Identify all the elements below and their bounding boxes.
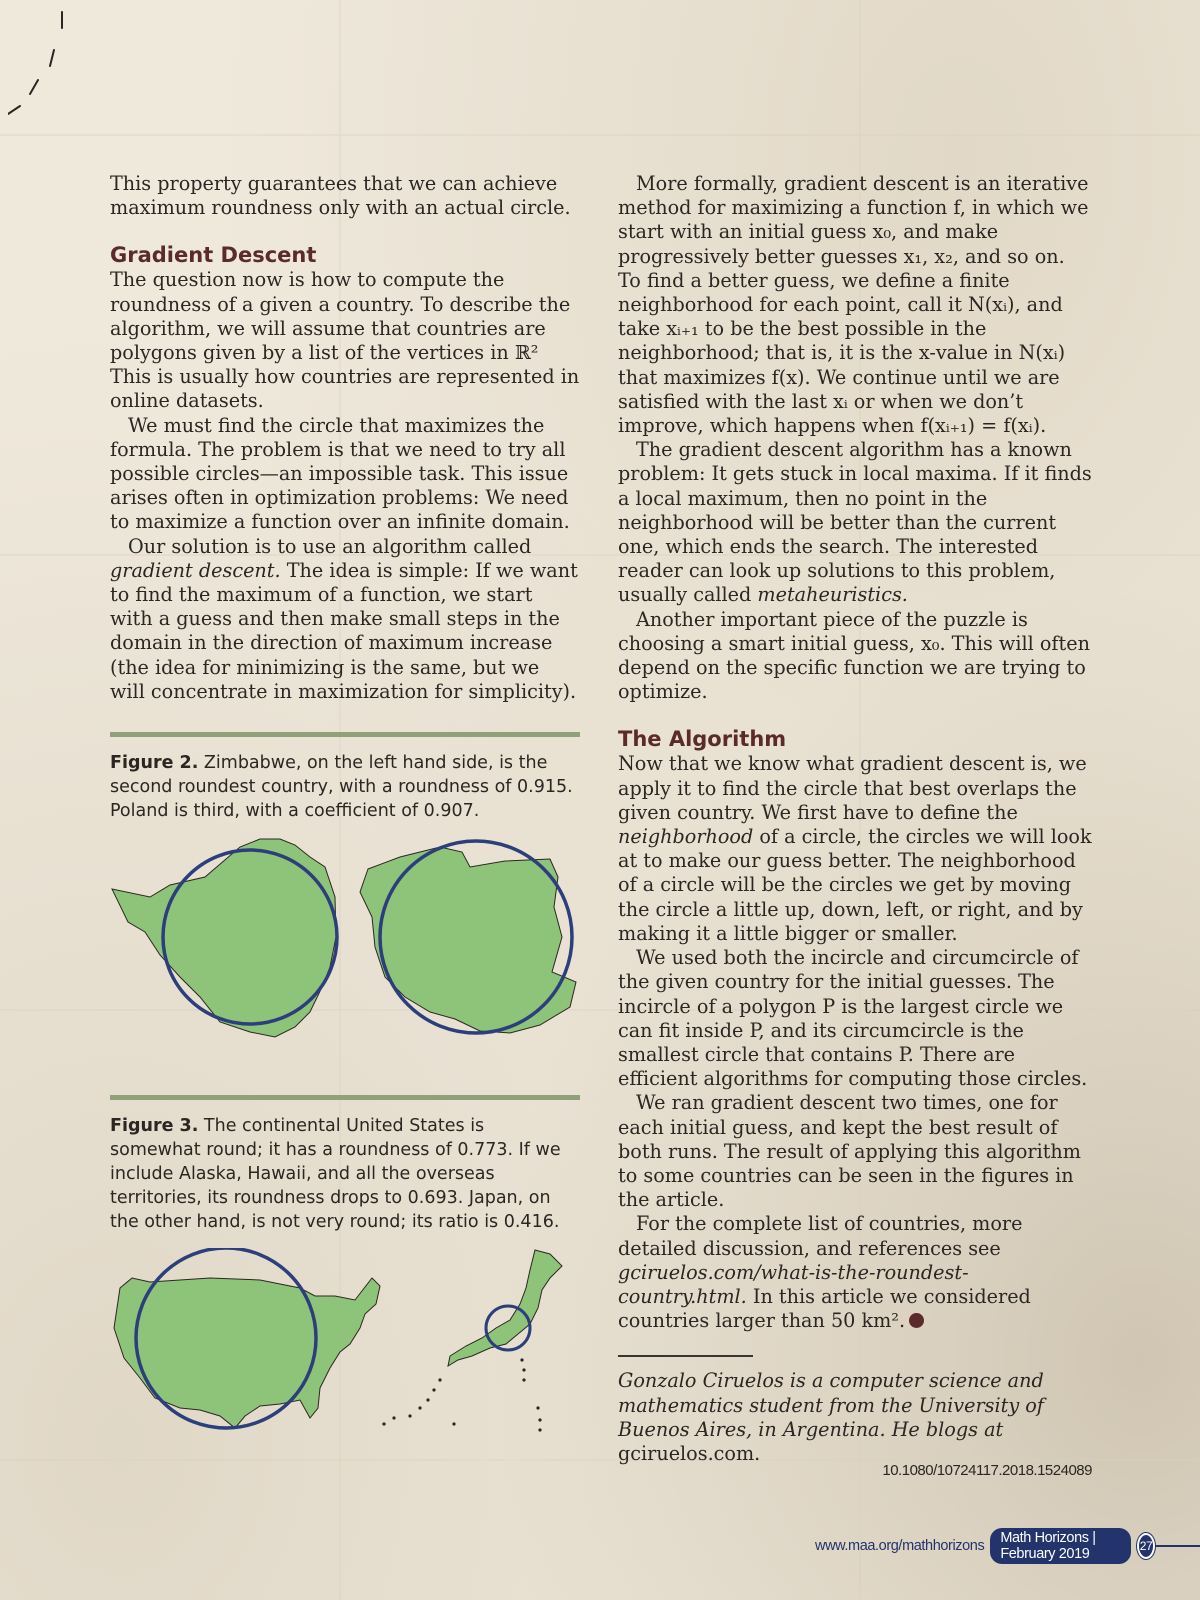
author-bio: Gonzalo Ciruelos is a computer science and mathematics student from the University of Buenos Aires, in Argentina. He blogs at gciruelos.com. — [618, 1369, 1044, 1465]
paragraph: The gradient descent algorithm has a known problem: It gets stuck in local maxima. If it finds a local maximum, then no point in the neighborhood will be better than the current one, which ends the search. The interested reader can look up solutions to this problem, usually called metaheuristics. — [618, 438, 1092, 607]
paragraph: The question now is how to compute the roundness of a given a country. To describe the algorithm, we will assume that countries are polygons given by a list of the vertices in ℝ² This is usually how countries are represented in online datasets. — [110, 268, 580, 413]
right-column — [618, 172, 1093, 1466]
figure-3-rule — [110, 1095, 580, 1100]
figure-3-caption: Figure 3. The continental United States is somewhat round; it has a roundness of 0.773. If we include Alaska, Hawaii, and all the overseas territories, its roundness drops to 0.693. Japan, on the other hand, is not very round; its ratio is 0.416. — [110, 1116, 561, 1233]
poland-shape — [360, 841, 576, 1033]
paragraph: This property guarantees that we can achieve maximum roundness only with an actual circle. — [110, 172, 571, 220]
left-column — [110, 172, 580, 1468]
footer-url[interactable]: www.maa.org/mathhorizons — [815, 1538, 985, 1554]
paragraph: Our solution is to use an algorithm called gradient descent. The idea is simple: If we want to find the maximum of a function, we start with a guess and then make small steps in the domain in the direction of maximum increase (the idea for minimizing is the same, but we will concentrate in maximization for simplicity). — [110, 534, 578, 703]
section-heading-gradient-descent: Gradient Descent — [110, 243, 317, 268]
doi: 10.1080/10724117.2018.1524089 — [882, 1462, 1092, 1479]
footer-issue: Math Horizons | February 2019 — [990, 1528, 1131, 1564]
page-footer — [815, 1528, 1200, 1564]
paragraph: Now that we know what gradient descent is, we apply it to find the circle that best overlaps the given country. We first have to define the neighborhood of a circle, the circles we will look at to make our guess better. The neighborhood of a circle will be the circles we get by moving the circle a little up, down, left, or right, and by making it a little bigger or smaller. — [618, 752, 1092, 945]
author-rule — [618, 1355, 753, 1357]
figure-2-zimbabwe-poland — [110, 837, 580, 1067]
figure-3-usa-japan — [110, 1248, 580, 1468]
paragraph: We ran gradient descent two times, one for each initial guess, and kept the best result of both runs. The result of applying this algorithm to some countries can be seen in the figures in the article. — [618, 1091, 1081, 1212]
figure-2-rule — [110, 732, 580, 737]
paragraph: Another important piece of the puzzle is choosing a smart initial guess, x₀. This will often depend on the specific function we are trying to optimize. — [618, 607, 1090, 704]
paragraph: We must find the circle that maximizes the formula. The problem is that we need to try all possible circles—an impossible task. This issue arises often in optimization problems: We need to maximize a function over an infinite domain. — [110, 413, 570, 534]
section-heading-the-algorithm: The Algorithm — [618, 727, 787, 752]
paragraph: More formally, gradient descent is an iterative method for maximizing a function f, in which we start with an initial guess x₀, and make progressively better guesses x₁, x₂, and so on. To find a better guess, we define a finite neighborhood for each point, call it N(xᵢ), and take xᵢ₊₁ to be the best possible in the neighborhood; that is, it is the x-value in N(xᵢ) that maximizes f(x). We continue until we are satisfied with the last xᵢ or when we don’t improve, which happens when f(xᵢ₊₁) = f(xᵢ). — [618, 172, 1089, 438]
end-of-article-icon — [909, 1313, 924, 1328]
figure-2-caption: Figure 2. Zimbabwe, on the left hand side, is the second roundest country, with a roundness of 0.915. Poland is third, with a coefficient of 0.907. — [110, 753, 573, 822]
paragraph: We used both the incircle and circumcircle of the given country for the initial guesses. The incircle of a polygon P is the largest circle we can fit inside P, and its circumcircle is the smallest circle that contains P. There are efficient algorithms for computing those circles. — [618, 946, 1088, 1091]
zimbabwe-shape — [112, 839, 337, 1037]
corner-slash-marks — [8, 10, 78, 120]
usa-shape — [114, 1248, 380, 1428]
footer-line — [1155, 1545, 1200, 1547]
paragraph: For the complete list of countries, more detailed discussion, and references see gciruelos.com/what-is-the-roundest-country.html. In this article we considered countries larger than 50 km². — [618, 1212, 1031, 1333]
page-number: 27 — [1137, 1533, 1155, 1559]
japan-shape — [382, 1250, 562, 1432]
